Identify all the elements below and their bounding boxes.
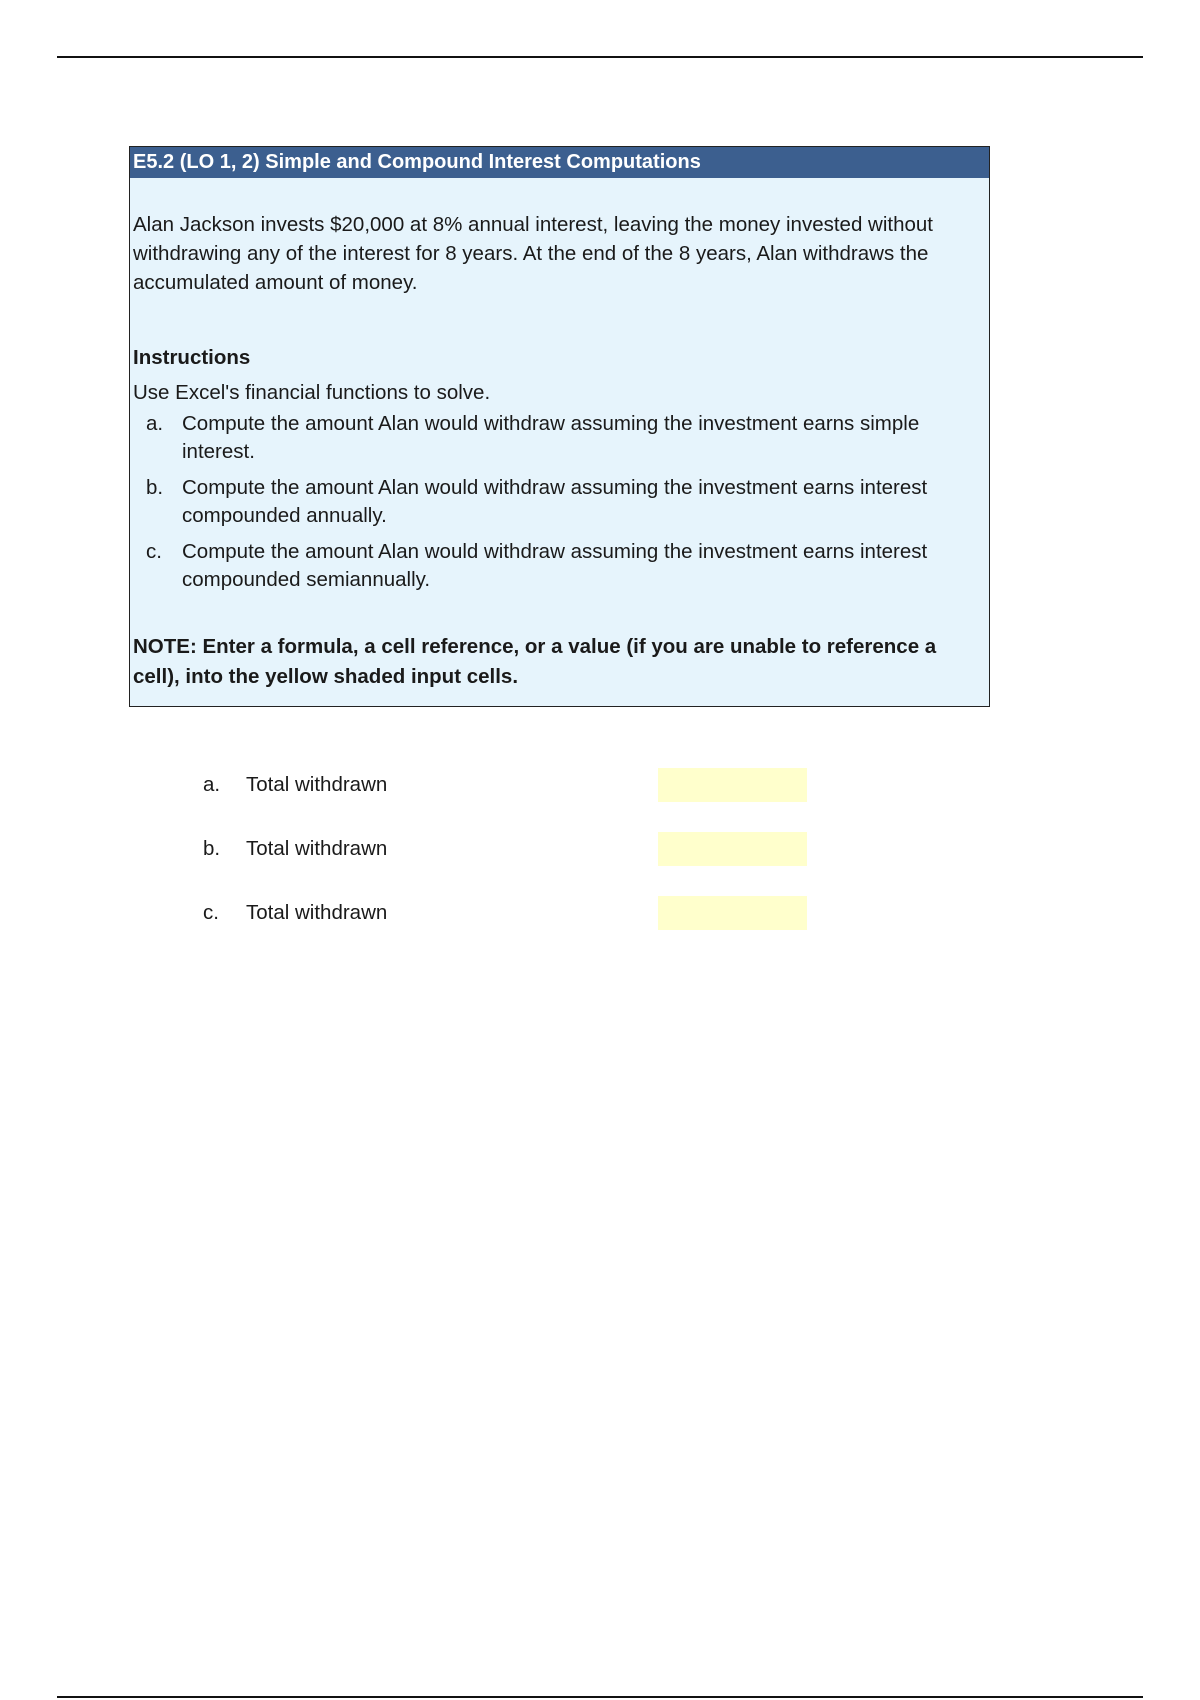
instructions-list [130, 410, 980, 602]
answer-row-b [0, 831, 1200, 867]
instructions-intro: Use Excel's financial functions to solve. [133, 381, 491, 404]
problem-title: E5.2 (LO 1, 2) Simple and Compound Interest Computations [130, 147, 989, 178]
answer-letter: a. [203, 773, 221, 796]
instruction-item [130, 474, 942, 530]
instruction-text: Compute the amount Alan would withdraw assuming the investment earns simple interest. [182, 412, 920, 463]
instruction-letter: b. [146, 476, 164, 499]
instruction-letter: c. [146, 540, 162, 563]
answer-input-c[interactable] [658, 896, 807, 930]
problem-description: Alan Jackson invests $20,000 at 8% annual interest, leaving the money invested without withdrawing any of the interest for 8 years. At the end of the 8 years, Alan withdraws the accumulated amount of money. [133, 213, 933, 294]
instruction-text: Compute the amount Alan would withdraw assuming the investment earns interest compounded annually. [182, 476, 928, 527]
top-rule [57, 56, 1143, 58]
answer-row-a [0, 767, 1200, 803]
instruction-letter: a. [146, 412, 164, 435]
instruction-text: Compute the amount Alan would withdraw assuming the investment earns interest compounded semiannually. [182, 540, 928, 591]
answer-label: Total withdrawn [246, 901, 388, 924]
instructions-heading: Instructions [133, 346, 251, 369]
answer-row-c [0, 895, 1200, 931]
answer-label: Total withdrawn [246, 773, 388, 796]
note-text: NOTE: Enter a formula, a cell reference, or a value (if you are unable to reference a cell), into the yellow shaded input cells. [133, 635, 937, 688]
instruction-item [130, 538, 942, 594]
bottom-rule [57, 1696, 1143, 1698]
answer-letter: c. [203, 901, 219, 924]
answer-input-a[interactable] [658, 768, 807, 802]
answer-letter: b. [203, 837, 221, 860]
answer-label: Total withdrawn [246, 837, 388, 860]
problem-box [129, 146, 990, 707]
answer-input-b[interactable] [658, 832, 807, 866]
instruction-item [130, 410, 942, 466]
